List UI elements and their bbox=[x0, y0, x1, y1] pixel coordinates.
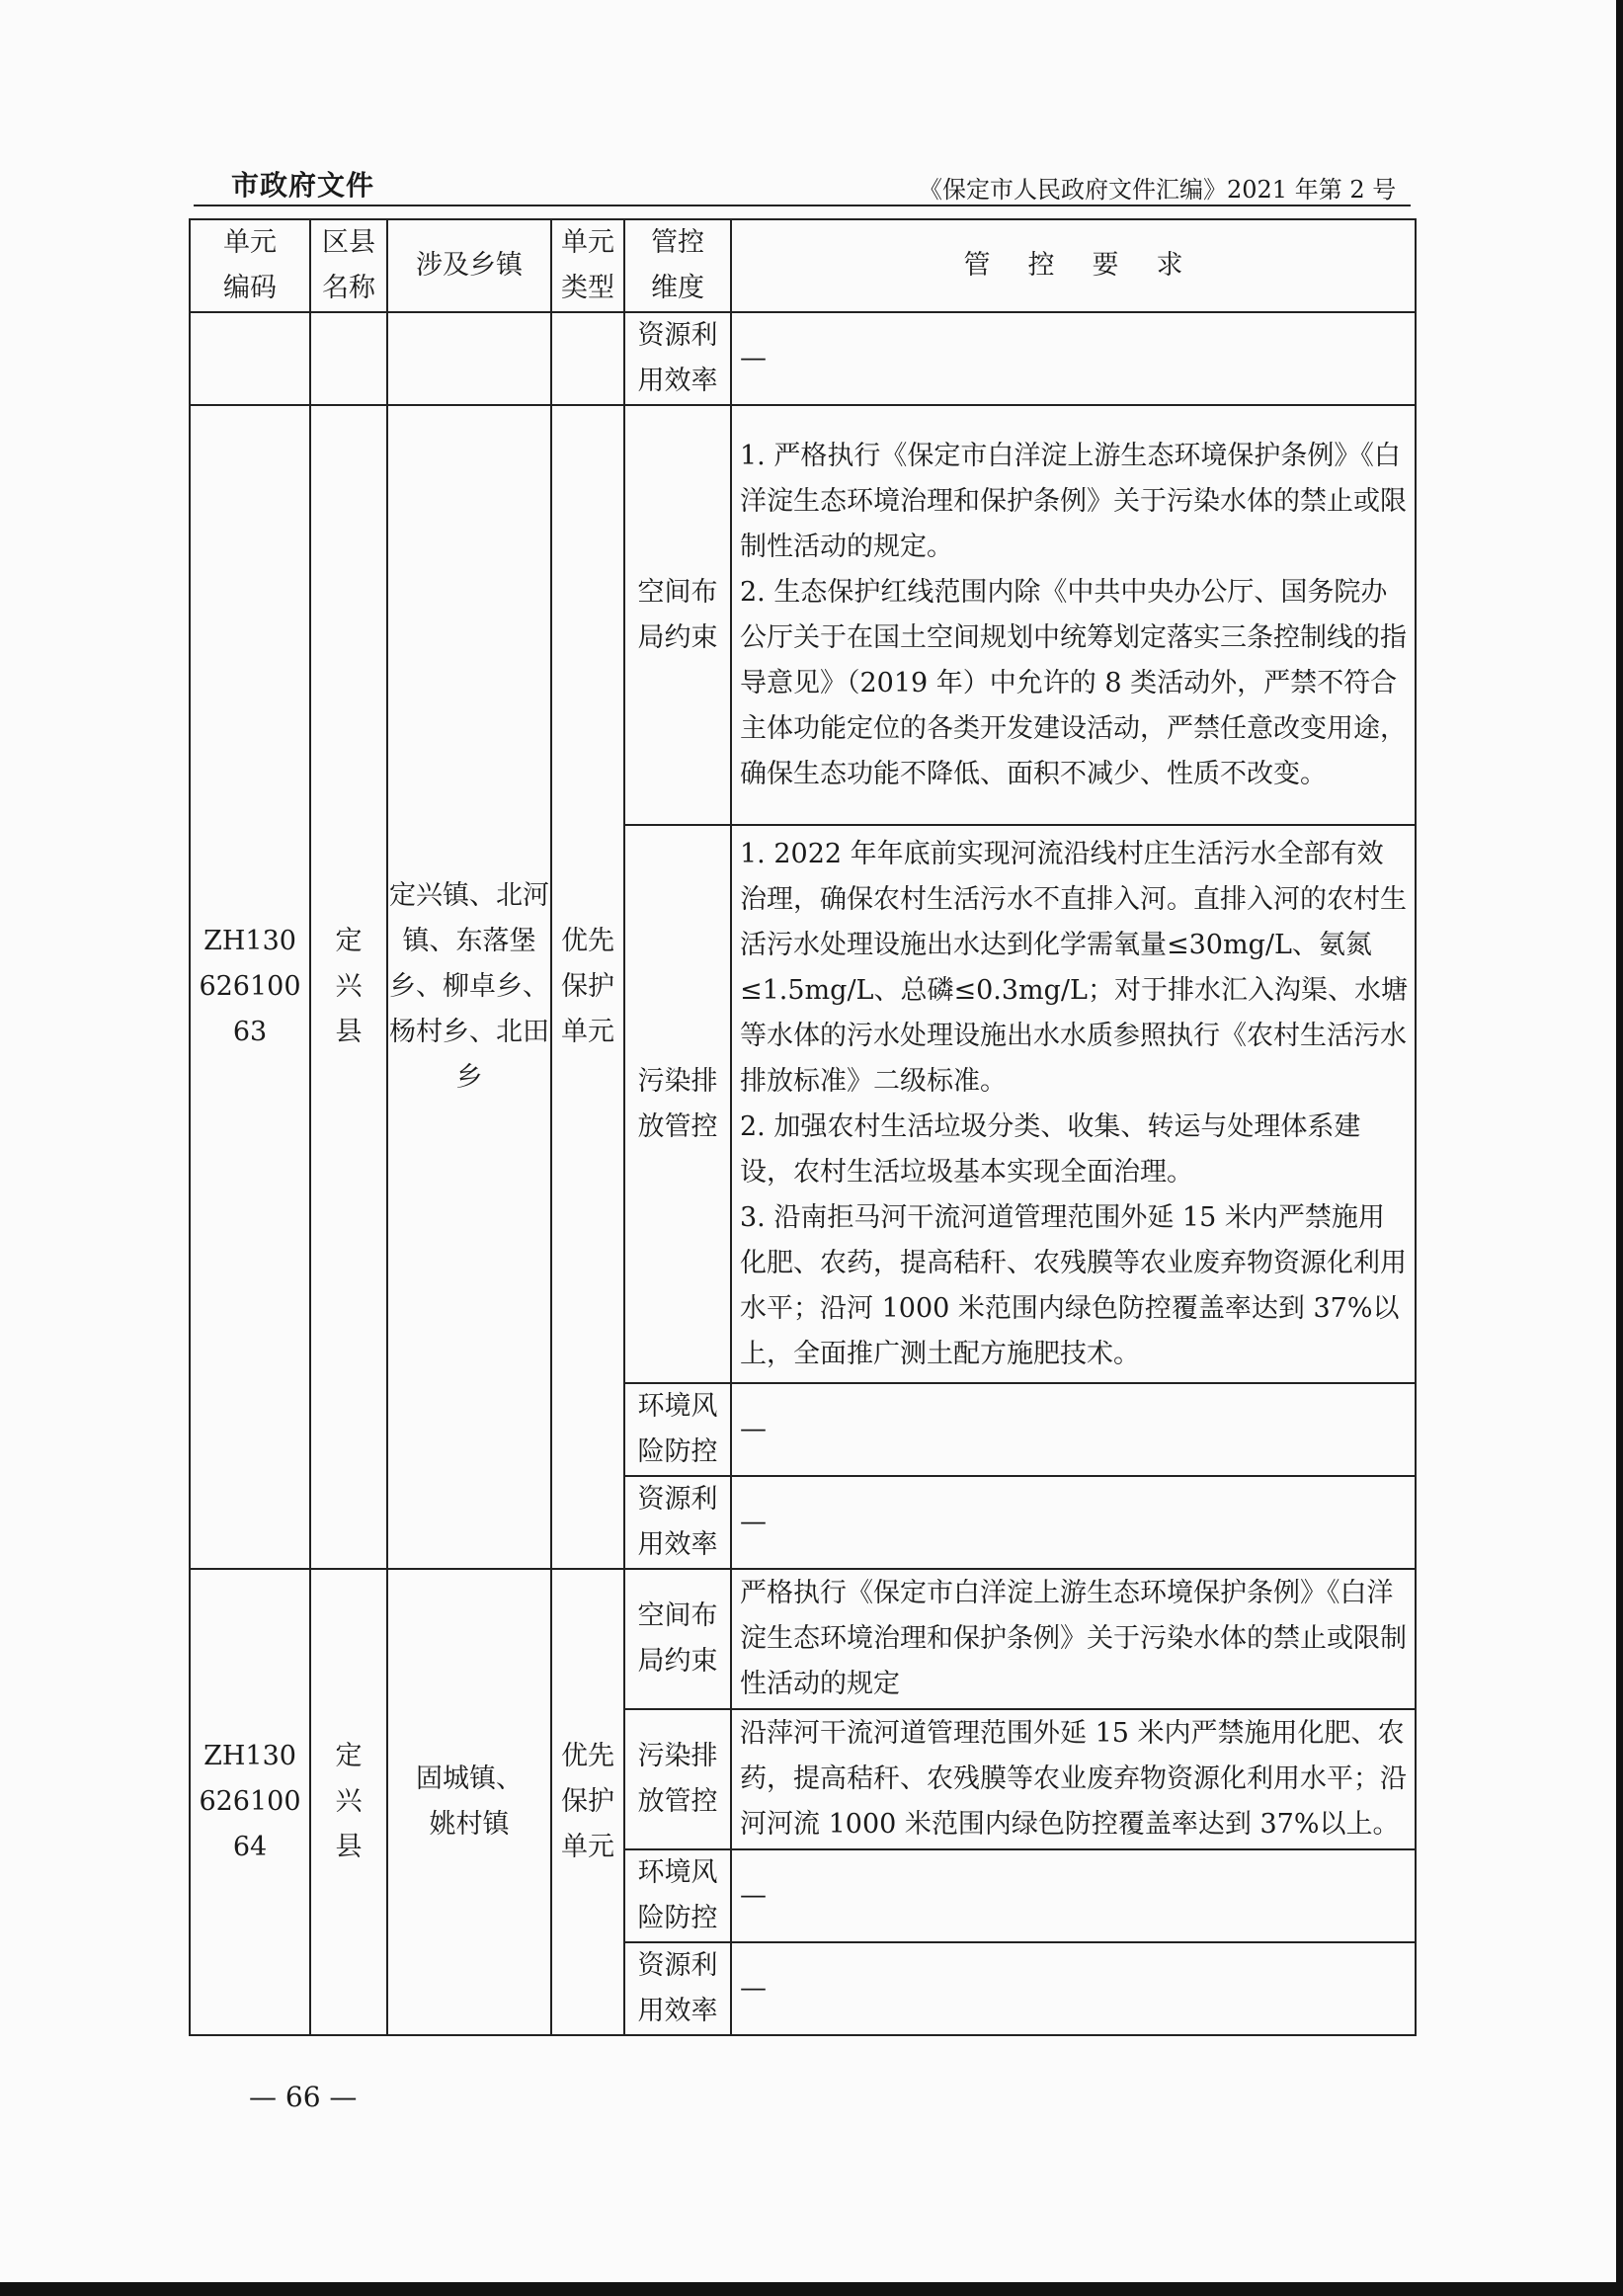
header-rule bbox=[194, 205, 1411, 206]
unit-type: 优先保护单元 bbox=[551, 405, 624, 1569]
table-row bbox=[190, 405, 1416, 825]
control-dimension: 环境风险防控 bbox=[624, 1383, 731, 1476]
control-requirement: — bbox=[731, 1849, 1416, 1942]
requirement-paragraph: 沿萍河干流河道管理范围外延 15 米内严禁施用化肥、农药，提高秸秆、农残膜等农业废弃物资源化利用水平；沿河河流 1000 米范围内绿色防控覆盖率达到 37%以上。 bbox=[740, 1718, 1407, 1840]
col-header-county: 区县名称 bbox=[310, 219, 387, 312]
unit-type: 优先保护单元 bbox=[551, 1569, 624, 2035]
requirement-paragraph: 2. 加强农村生活垃圾分类、收集、转运与处理体系建设，农村生活垃圾基本实现全面治理。 bbox=[740, 1110, 1361, 1188]
table-header-row bbox=[190, 219, 1416, 312]
scan-right-edge bbox=[1616, 0, 1623, 2296]
control-dimension: 污染排放管控 bbox=[624, 825, 731, 1383]
requirement-paragraph: 2. 生态保护红线范围内除《中共中央办公厅、国务院办公厅关于在国土空间规划中统筹划定落实三条控制线的指导意见》（2019 年）中允许的 8 类活动外，严禁不符合主体功能定位的各类开发建设活动，严禁任意改变用途，确保生态功能不降低、面积不减少、性质不改变。 bbox=[740, 576, 1407, 789]
control-requirement: — bbox=[731, 312, 1416, 405]
control-requirement: — bbox=[731, 1942, 1416, 2035]
control-dimension: 污染排放管控 bbox=[624, 1709, 731, 1849]
requirement-paragraph: 1. 严格执行《保定市白洋淀上游生态环境保护条例》《白洋淀生态环境治理和保护条例》关于污染水体的禁止或限制性活动的规定。 bbox=[740, 440, 1407, 562]
table-row bbox=[190, 312, 1416, 405]
control-dimension: 资源利用效率 bbox=[624, 1476, 731, 1569]
col-header-type: 单元类型 bbox=[551, 219, 624, 312]
control-dimension: 空间布局约束 bbox=[624, 405, 731, 825]
unit-code: ZH13062610064 bbox=[190, 1569, 310, 2035]
control-dimension: 环境风险防控 bbox=[624, 1849, 731, 1942]
control-requirement: — bbox=[731, 1383, 1416, 1476]
control-requirements-table bbox=[189, 218, 1417, 2036]
control-requirement bbox=[731, 825, 1416, 1383]
scan-bottom-edge bbox=[0, 2282, 1623, 2296]
page-number: — 66 — bbox=[249, 2081, 358, 2113]
control-requirement bbox=[731, 405, 1416, 825]
col-header-towns: 涉及乡镇 bbox=[387, 219, 551, 312]
requirement-paragraph: 严格执行《保定市白洋淀上游生态环境保护条例》《白洋淀生态环境治理和保护条例》关于污染水体的禁止或限制性活动的规定 bbox=[740, 1578, 1407, 1699]
control-dimension: 资源利用效率 bbox=[624, 1942, 731, 2035]
table-row bbox=[190, 1569, 1416, 1709]
unit-code: ZH13062610063 bbox=[190, 405, 310, 1569]
header-publication: 《保定市人民政府文件汇编》2021 年第 2 号 bbox=[919, 176, 1397, 204]
control-dimension: 资源利用效率 bbox=[624, 312, 731, 405]
header-section-title: 市政府文件 bbox=[231, 169, 375, 202]
col-header-dimension: 管控维度 bbox=[624, 219, 731, 312]
col-header-requirements: 管控要求 bbox=[731, 219, 1416, 312]
col-header-code: 单元编码 bbox=[190, 219, 310, 312]
requirement-paragraph: 3. 沿南拒马河干流河道管理范围外延 15 米内严禁施用化肥、农药，提高秸秆、农残膜等农业废弃物资源化利用水平；沿河 1000 米范围内绿色防控覆盖率达到 37%以上，全面推广测土配方施肥技术。 bbox=[740, 1201, 1407, 1369]
requirement-paragraph: 1. 2022 年年底前实现河流沿线村庄生活污水全部有效治理，确保农村生活污水不直排入河。直排入河的农村生活污水处理设施出水达到化学需氧量≤30mg/L、氨氮≤1.5mg/L、总磷≤0.3mg/L；对于排水汇入沟渠、水塘等水体的污水处理设施出水水质参照执行《农村生活污水排放标准》二级标准。 bbox=[740, 838, 1408, 1097]
county-name: 定兴县 bbox=[310, 405, 387, 1569]
towns: 定兴镇、北河镇、东落堡乡、柳卓乡、杨村乡、北田乡 bbox=[387, 405, 551, 1569]
control-requirement: — bbox=[731, 1476, 1416, 1569]
control-requirement bbox=[731, 1569, 1416, 1709]
county-name: 定兴县 bbox=[310, 1569, 387, 2035]
towns: 固城镇、姚村镇 bbox=[387, 1569, 551, 2035]
control-requirement bbox=[731, 1709, 1416, 1849]
control-dimension: 空间布局约束 bbox=[624, 1569, 731, 1709]
